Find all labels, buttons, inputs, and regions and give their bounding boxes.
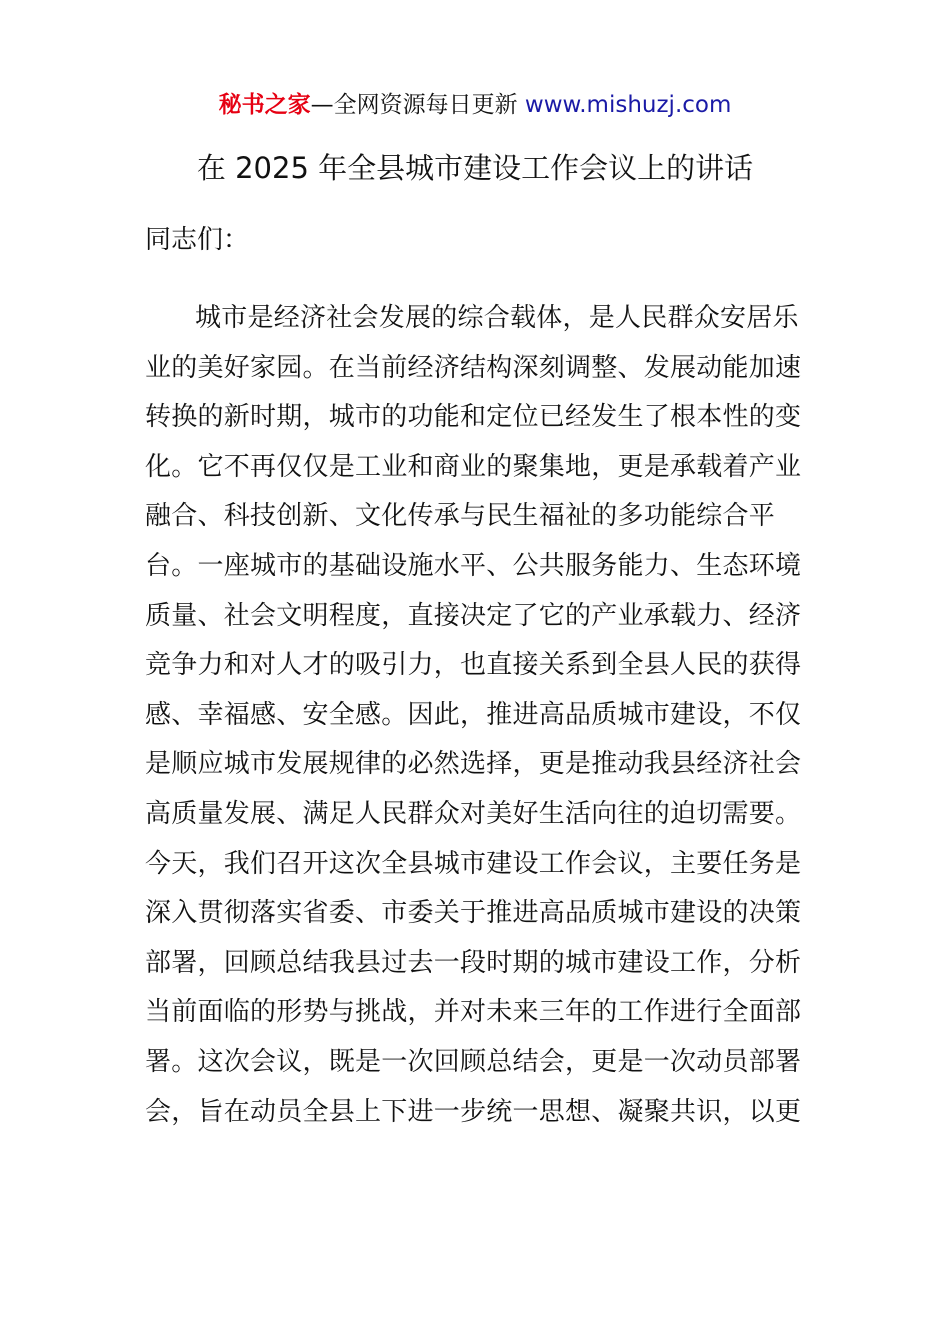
body-line: 化。它不再仅仅是工业和商业的聚集地，更是承载着产业 (145, 451, 802, 482)
salutation: 同志们： (145, 225, 250, 255)
body-line: 署。这次会议，既是一次回顾总结会，更是一次动员部署 (145, 1046, 802, 1077)
body-line: 当前面临的形势与挑战，并对未来三年的工作进行全面部 (145, 997, 802, 1028)
document-title: 在 2025 年全县城市建设工作会议上的讲话 (196, 151, 754, 185)
body-line: 竞争力和对人才的吸引力，也直接关系到全县人民的获得 (145, 650, 802, 681)
site-header (0, 88, 950, 122)
body-line: 融合、科技创新、文化传承与民生福祉的多功能综合平 (145, 501, 776, 532)
body-line: 台。一座城市的基础设施水平、公共服务能力、生态环境 (145, 550, 802, 581)
body-line: 今天，我们召开这次全县城市建设工作会议，主要任务是 (145, 848, 802, 879)
body-line: 高质量发展、满足人民群众对美好生活向往的迫切需要。 (145, 798, 802, 829)
body-line: 质量、社会文明程度，直接决定了它的产业承载力、经济 (145, 600, 802, 631)
body-line: 深入贯彻落实省委、市委关于推进高品质城市建设的决策 (145, 898, 802, 929)
body-line: 感、幸福感、安全感。因此，推进高品质城市建设，不仅 (145, 699, 802, 730)
body-line: 是顺应城市发展规律的必然选择，更是推动我县经济社会 (145, 749, 802, 780)
site-url-link[interactable]: www.mishuzj.com (524, 92, 732, 118)
body-line: 业的美好家园。在当前经济结构深刻调整、发展动能加速 (145, 352, 802, 383)
body-line: 转换的新时期，城市的功能和定位已经发生了根本性的变 (145, 402, 802, 433)
body-line: 城市是经济社会发展的综合载体，是人民群众安居乐 (195, 303, 799, 333)
body-line: 会，旨在动员全县上下进一步统一思想、凝聚共识，以更 (145, 1096, 802, 1127)
site-brand: 秘书之家 (218, 92, 311, 118)
document-body (145, 294, 810, 1137)
site-slogan: —全网资源每日更新 (310, 92, 518, 118)
body-line: 部署，回顾总结我县过去一段时期的城市建设工作，分析 (145, 947, 802, 978)
